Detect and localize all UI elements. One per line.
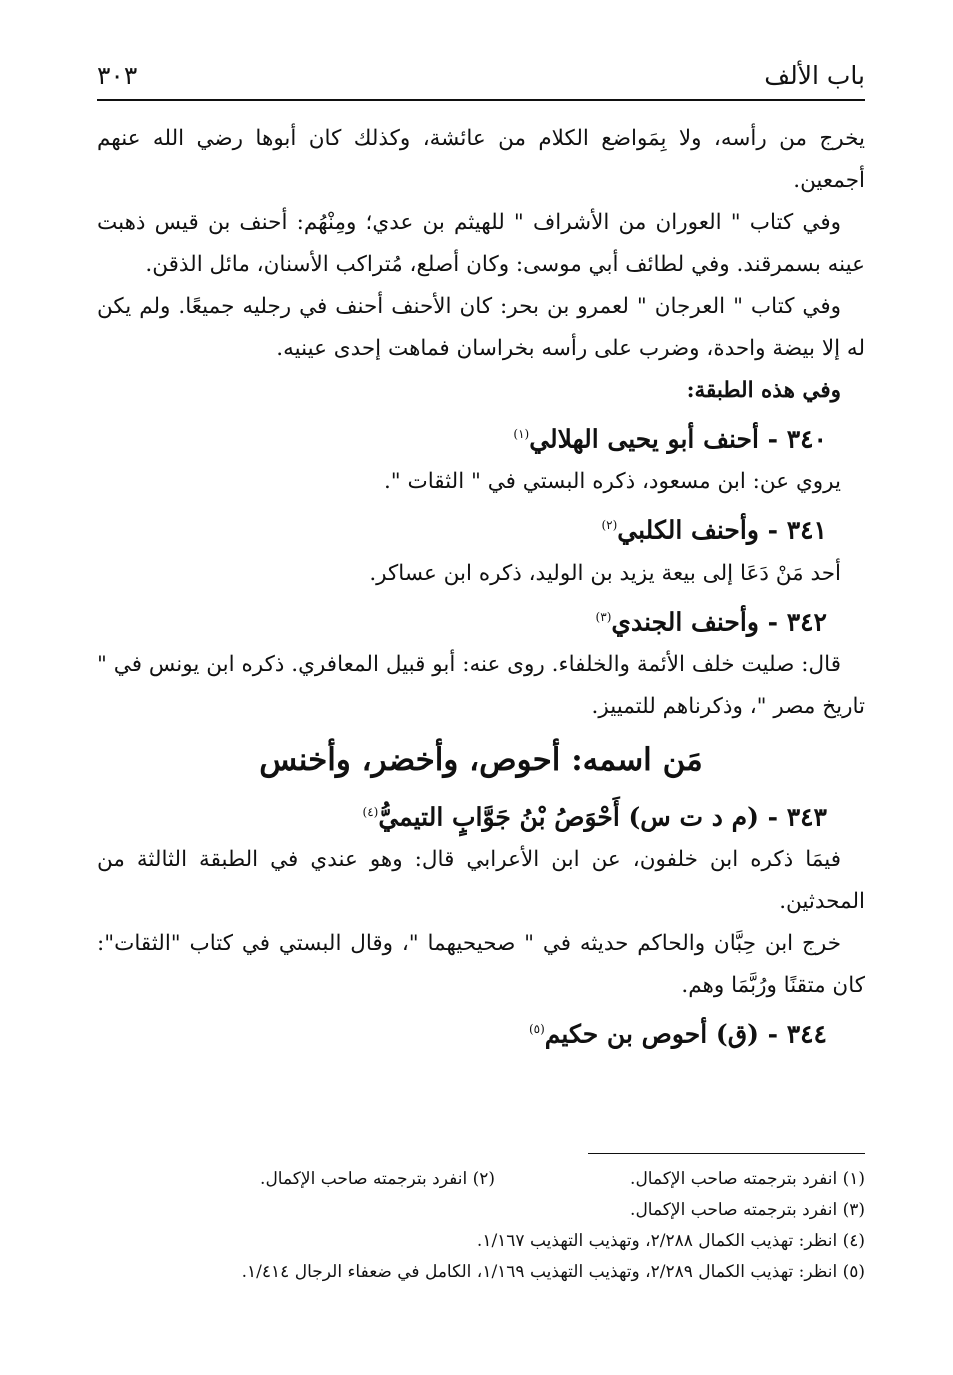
running-header xyxy=(97,55,865,101)
footnote-row-1 xyxy=(97,1164,865,1195)
entry-340-heading: ٣٤٠ - أحنف أبو يحيى الهلالي$^{(١)}$ xyxy=(513,424,827,454)
footnote-ref-5: (٥) xyxy=(528,1022,545,1037)
paragraph-1: يخرج من رأسه، ولا بِمَواضع الكلام من عائشة، وكذلك كان أبوها رضي الله عنهم أجمعين. xyxy=(97,126,865,193)
footnote-5: (٥) انظر: تهذيب الكمال ٢/٢٨٩، وتهذيب التهذيب ١/١٦٩، الكامل في ضعفاء الرجال ١/٤١٤. xyxy=(241,1262,865,1282)
entry-344-heading: ٣٤٤ - (ق) أحوص بن حكيم$^{(٥)}$ xyxy=(528,1019,827,1049)
paragraph-3: وفي كتاب " العرجان " لعمرو بن بحر: كان الأحنف أحنف في رجليه جميعًا. ولم يكن له إلا بيضة واحدة، وضرب على رأسه بخراسان فماهت إحدى عينيه. xyxy=(97,294,865,361)
footnote-ref-1: (١) xyxy=(513,427,530,441)
footnote-ref-4: (٤) xyxy=(362,804,379,819)
footnote-ref-2: (٢) xyxy=(601,518,618,533)
footnote-3: (٣) انفرد بترجمته صاحب الإكمال. xyxy=(630,1200,865,1220)
paragraph-4: وفي هذه الطبقة: xyxy=(686,378,841,403)
section-heading: مَن اسمه: أحوص، وأخضر، وأخنس xyxy=(259,741,703,778)
entry-341-heading: ٣٤١ - وأحنف الكلبي$^{(٢)}$ xyxy=(601,515,827,545)
entry-341-text: أحد مَنْ دَعَا إلى بيعة يزيد بن الوليد، ذكره ابن عساكر. xyxy=(369,560,841,586)
entry-342-text: قال: صليت خلف الأئمة والخلفاء. روى عنه: أبو قبيل المعافري. ذكره ابن يونس في " تاريخ مصر "، وذكرناهم للتمييز. xyxy=(97,651,865,719)
page-number: ٣٠٣ xyxy=(97,61,138,90)
entry-343-text-2: خرج ابن حِبَّان والحاكم حديثه في " صحيحيهما "، وقال البستي في كتاب "الثقات": كان متقنًا ورُبَّمَا وهم. xyxy=(97,931,865,999)
entry-343-heading: ٣٤٣ - (م د ت س) أَحْوَصُ بْنُ جَوَّابٍ التيميُّ$^{(٤)}$ xyxy=(362,802,827,832)
footnote-divider xyxy=(588,1153,865,1154)
entry-340-text: يروي عن: ابن مسعود، ذكره البستي في " الثقات ". xyxy=(383,469,841,495)
footnote-1: (١) انفرد بترجمته صاحب الإكمال. xyxy=(630,1169,865,1189)
footnotes xyxy=(97,1164,865,1288)
paragraph-2: وفي كتاب " العوران من الأشراف " للهيثم بن عدي؛ ومِنْهُم: أحنف بن قيس ذهبت عينه بسمرقند. وفي لطائف أبي موسى: وكان أصلع، مُتراكب الأسنان، مائل الذقن. xyxy=(97,210,865,277)
entry-342-heading: ٣٤٢ - وأحنف الجندي$^{(٣)}$ xyxy=(595,606,827,636)
entry-343-text-1: فيمَا ذكره ابن خلفون، عن ابن الأعرابي قال: وهو عندي في الطبقة الثالثة من المحدثين. xyxy=(97,847,865,915)
main-text xyxy=(97,118,865,1057)
footnote-2: (٢) انفرد بترجمته صاحب الإكمال. xyxy=(260,1169,495,1189)
chapter-title: باب الألف xyxy=(764,61,865,90)
footnote-ref-3: (٣) xyxy=(595,609,612,624)
footnote-4: (٤) انظر: تهذيب الكمال ٢/٢٨٨، وتهذيب التهذيب ١/١٦٧. xyxy=(476,1231,865,1251)
